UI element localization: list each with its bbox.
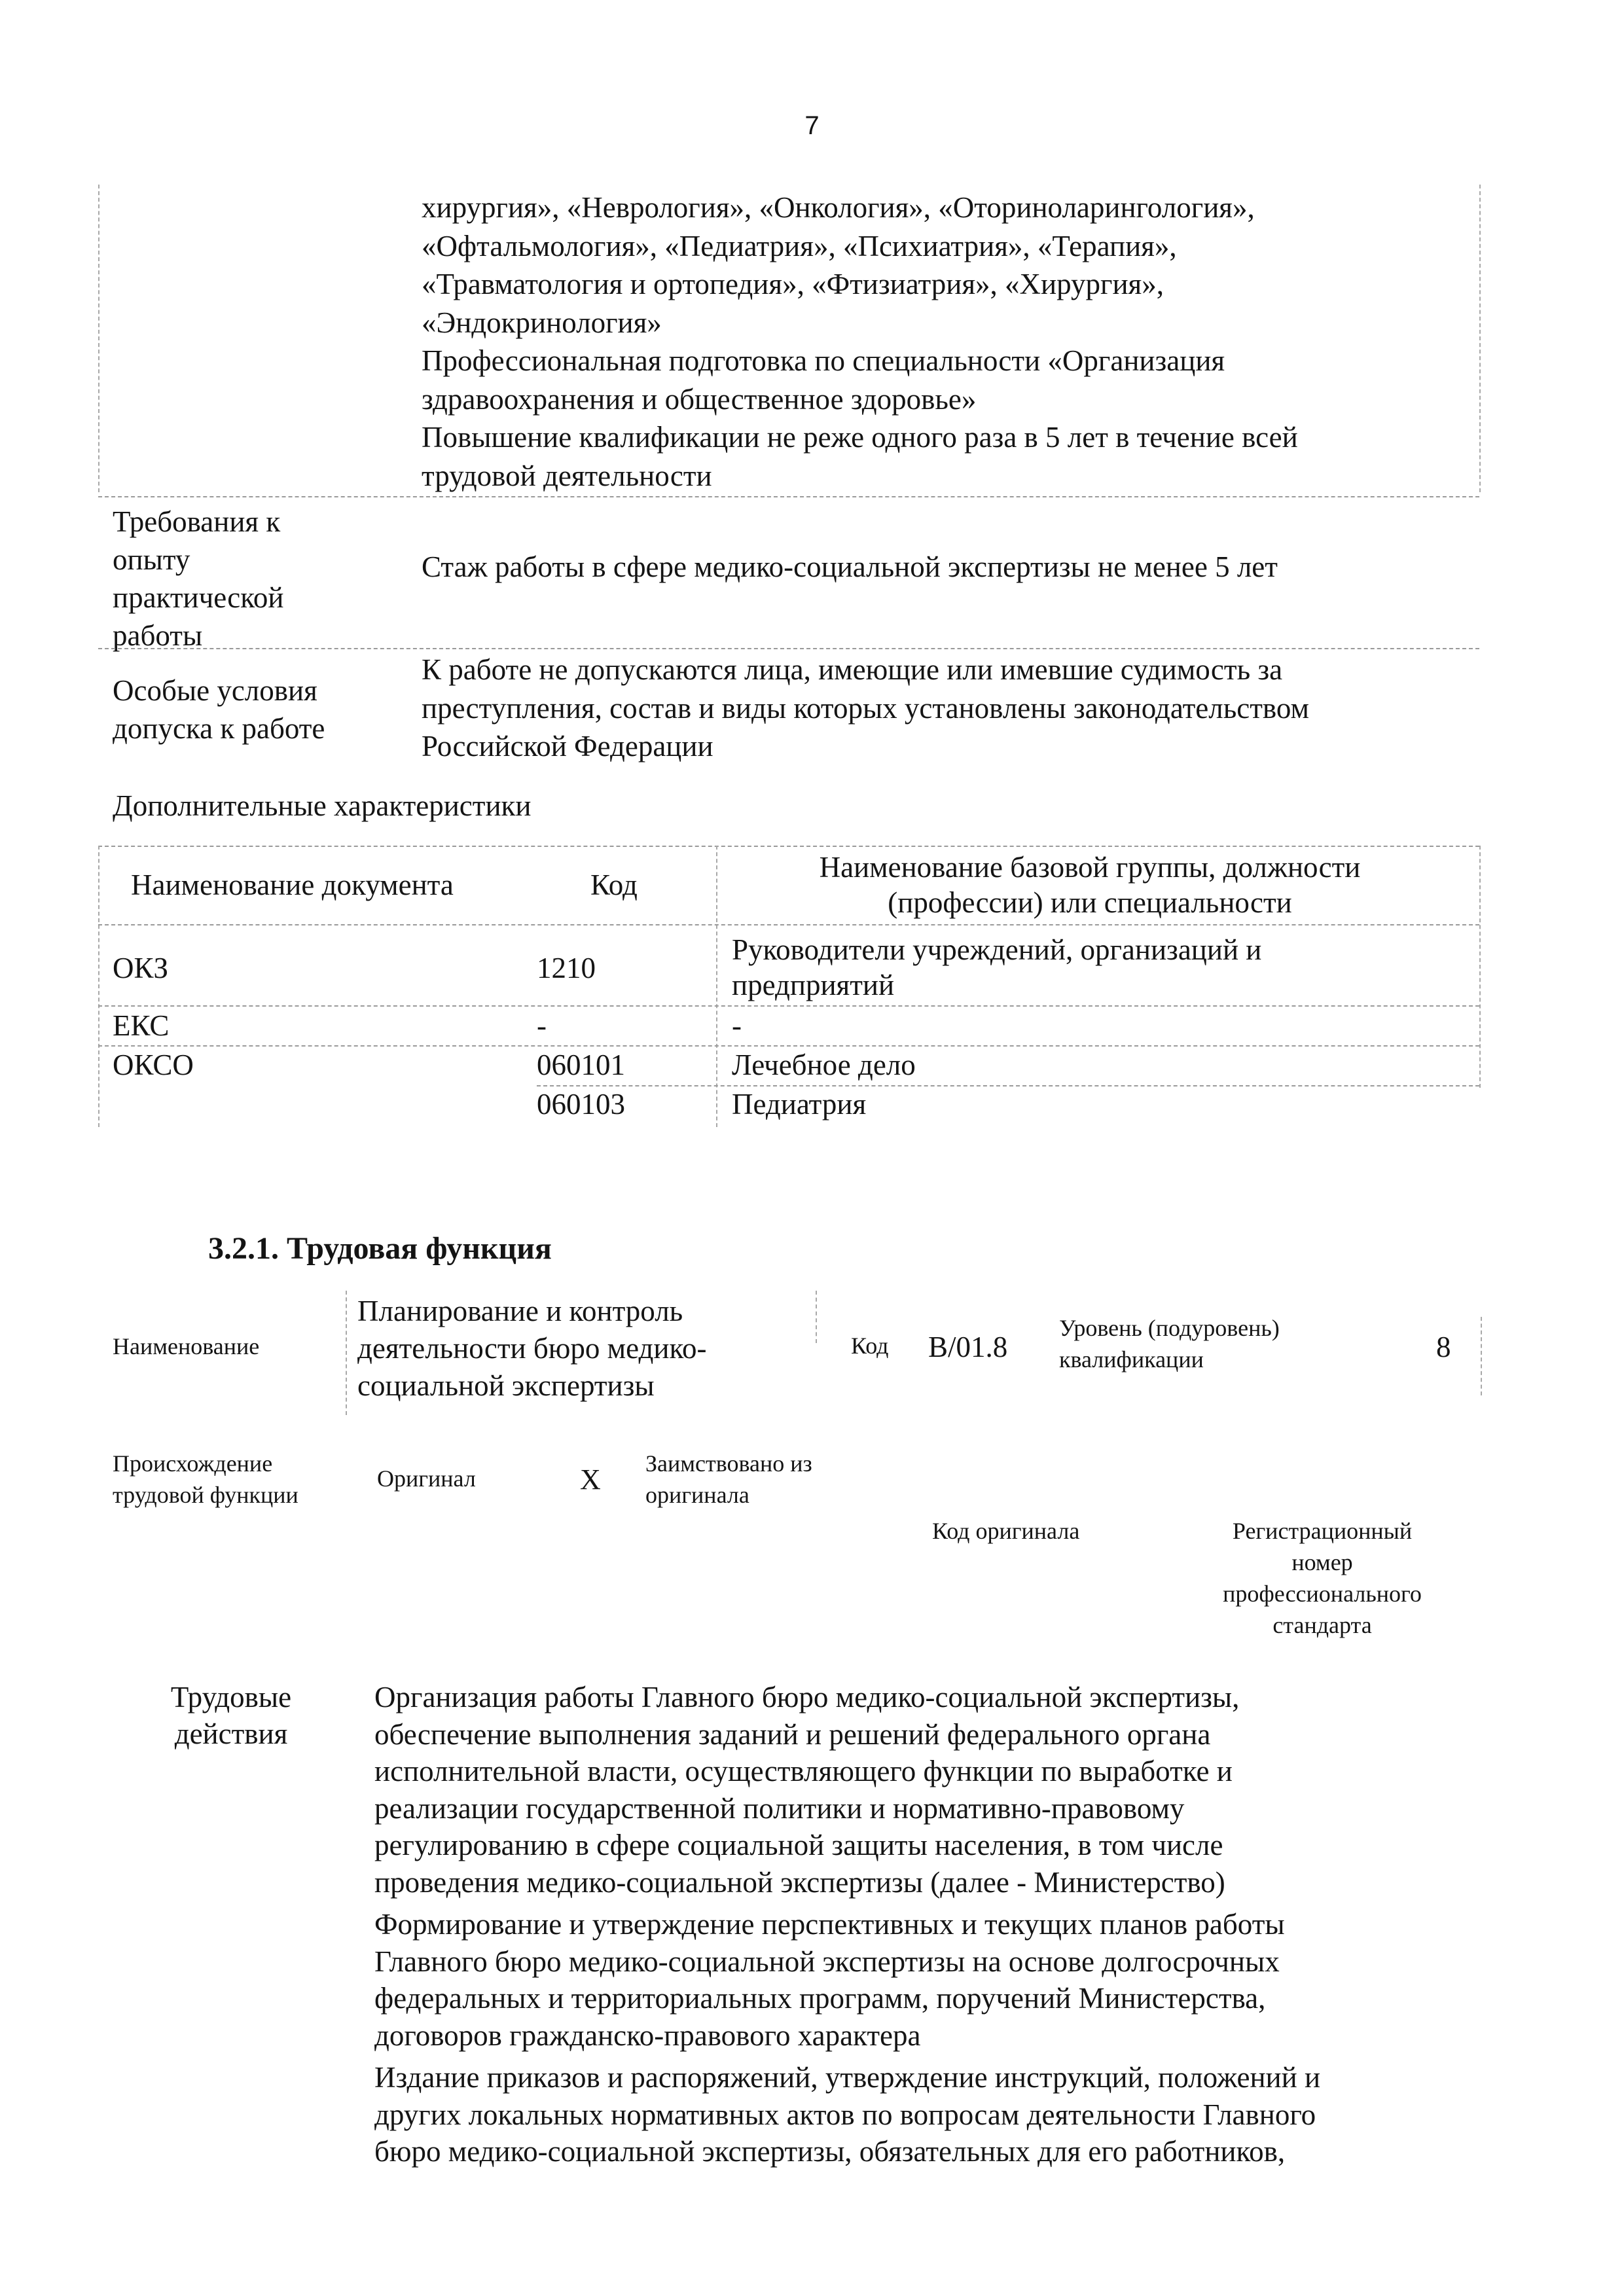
table-row-document: ОКСО xyxy=(113,1049,194,1081)
text-line: практической xyxy=(113,581,284,614)
text-line: - xyxy=(732,1009,742,1042)
text-line: стандарта xyxy=(1272,1612,1372,1638)
table-row-code: 060103 xyxy=(537,1088,625,1121)
original-selected-mark: X xyxy=(580,1463,601,1496)
text-line: Издание приказов и распоряжений, утверждение инструкций, положений и xyxy=(374,2061,1321,2094)
labor-action-item xyxy=(374,1906,1500,2054)
text-line: проведения медико-социальной экспертизы (далее - Министерство) xyxy=(374,1865,1225,1899)
function-origin-label xyxy=(113,1448,348,1511)
text-line: работы xyxy=(113,619,203,652)
text-line: Требования к xyxy=(113,505,281,538)
table-border xyxy=(98,846,99,1127)
text-line: допуска к работе xyxy=(113,712,325,745)
text-line: квалификации xyxy=(1059,1346,1204,1372)
labor-action-item xyxy=(374,1679,1500,1901)
text-line: Профессиональная подготовка по специальности «Организация xyxy=(422,344,1225,377)
borrowed-option xyxy=(645,1448,881,1511)
table-border xyxy=(98,846,1479,847)
text-line: Заимствовано из xyxy=(645,1450,812,1477)
text-line: реализации государственной политики и нормативно-правовому xyxy=(374,1791,1185,1825)
cell-divider xyxy=(1481,1317,1482,1395)
additional-characteristics-title: Дополнительные характеристики xyxy=(113,789,532,822)
text-line: оригинала xyxy=(645,1482,749,1508)
text-line: других локальных нормативных актов по вопросам деятельности Главного xyxy=(374,2098,1316,2131)
text-line: Особые условия xyxy=(113,674,317,707)
text-line: трудовой функции xyxy=(113,1482,298,1508)
original-option: Оригинал xyxy=(377,1465,476,1492)
table-row-name xyxy=(732,932,1485,1003)
text-line: деятельности бюро медико- xyxy=(357,1332,707,1365)
text-line: (профессии) или специальности xyxy=(888,886,1292,919)
text-line: социальной экспертизы xyxy=(357,1369,655,1402)
row-divider xyxy=(98,1045,1479,1047)
function-name xyxy=(357,1293,803,1405)
text-line: обеспечение выполнения заданий и решений федерального органа xyxy=(374,1717,1211,1751)
text-line: договоров гражданско-правового характера xyxy=(374,2018,921,2052)
function-code-label: Код xyxy=(851,1333,889,1359)
text-line: исполнительной власти, осуществляющего функции по выработке и xyxy=(374,1755,1233,1787)
labor-action-item xyxy=(374,2059,1500,2170)
text-line: Происхождение xyxy=(113,1450,273,1477)
text-line: бюро медико-социальной экспертизы, обязательных для его работников, xyxy=(374,2135,1286,2168)
registration-number-label xyxy=(1198,1515,1447,1641)
text-line: хирургия», «Неврология», «Онкология», «Оториноларингология», xyxy=(422,191,1255,224)
special-conditions-text xyxy=(422,651,1309,766)
text-line: Наименование базовой группы, должности xyxy=(819,851,1361,884)
page-number: 7 xyxy=(804,111,820,140)
row-divider xyxy=(98,924,1479,925)
table-row-name xyxy=(732,1086,1485,1122)
text-line: Планирование и контроль xyxy=(357,1295,683,1327)
text-line: Руководители учреждений, организаций и xyxy=(732,933,1262,966)
table-row-code: 1210 xyxy=(537,952,596,984)
table-border xyxy=(98,185,99,492)
text-line: Российской Федерации xyxy=(422,730,713,762)
row-divider xyxy=(98,648,1479,649)
text-line: здравоохранения и общественное здоровье» xyxy=(422,382,977,416)
function-name-label: Наименование xyxy=(113,1333,260,1359)
text-line: опыту xyxy=(113,543,190,576)
text-line: Формирование и утверждение перспективных и текущих планов работы xyxy=(374,1908,1285,1941)
text-line: Педиатрия xyxy=(732,1088,867,1121)
function-code: B/01.8 xyxy=(928,1331,1008,1363)
qualification-level: 8 xyxy=(1436,1331,1451,1363)
text-line: предприятий xyxy=(732,969,895,1001)
original-code-label: Код оригинала xyxy=(932,1518,1080,1544)
text-line: профессионального xyxy=(1223,1581,1422,1607)
table-row-name xyxy=(732,1008,1485,1043)
text-line: номер xyxy=(1291,1549,1353,1575)
labor-actions-list xyxy=(374,1679,1500,2170)
text-line: Повышение квалификации не реже одного раза в 5 лет в течение всей xyxy=(422,421,1298,454)
text-line: регулированию в сфере социальной защиты населения, в том числе xyxy=(374,1829,1223,1861)
experience-label xyxy=(113,503,388,655)
special-conditions-label xyxy=(113,672,394,747)
row-divider xyxy=(98,496,1479,497)
text-line: Организация работы Главного бюро медико-социальной экспертизы, xyxy=(374,1681,1240,1713)
header-group-name xyxy=(720,850,1460,920)
text-line: трудовой деятельности xyxy=(422,459,712,492)
experience-requirement: Стаж работы в сфере медико-социальной экспертизы не менее 5 лет xyxy=(422,550,1278,583)
cell-divider xyxy=(346,1291,347,1415)
text-line: Лечебное дело xyxy=(732,1049,916,1081)
table-row-document: ЕКС xyxy=(113,1009,170,1042)
text-line: «Травматология и ортопедия», «Фтизиатрия», «Хирургия», xyxy=(422,268,1164,300)
table-row-document: ОКЗ xyxy=(113,952,169,984)
table-row-code: - xyxy=(537,1009,547,1042)
header-code: Код xyxy=(590,869,638,901)
table-row-name xyxy=(732,1047,1485,1083)
row-divider xyxy=(98,1005,1479,1007)
section-title: 3.2.1. Трудовая функция xyxy=(208,1231,552,1266)
text-line: преступления, состав и виды которых установлены законодательством xyxy=(422,691,1309,725)
text-line: Уровень (подуровень) xyxy=(1059,1315,1280,1341)
text-line: К работе не допускаются лица, имеющие или имевшие судимость за xyxy=(422,653,1283,686)
header-document: Наименование документа xyxy=(131,869,454,901)
education-requirements xyxy=(422,188,1482,495)
cell-divider xyxy=(816,1291,817,1343)
text-line: Главного бюро медико-социальной экспертизы на основе долгосрочных xyxy=(374,1945,1280,1978)
text-line: Трудовые xyxy=(170,1681,292,1713)
qualification-level-label xyxy=(1059,1312,1373,1375)
text-line: федеральных и территориальных программ, поручений Министерства, xyxy=(374,1982,1266,2015)
text-line: действия xyxy=(174,1717,288,1750)
text-line: «Офтальмология», «Педиатрия», «Психиатрия», «Терапия», xyxy=(422,229,1177,262)
text-line: «Эндокринология» xyxy=(422,306,662,339)
labor-actions-label xyxy=(149,1679,313,1752)
text-line: Регистрационный xyxy=(1232,1518,1413,1544)
table-row-code: 060101 xyxy=(537,1049,625,1081)
